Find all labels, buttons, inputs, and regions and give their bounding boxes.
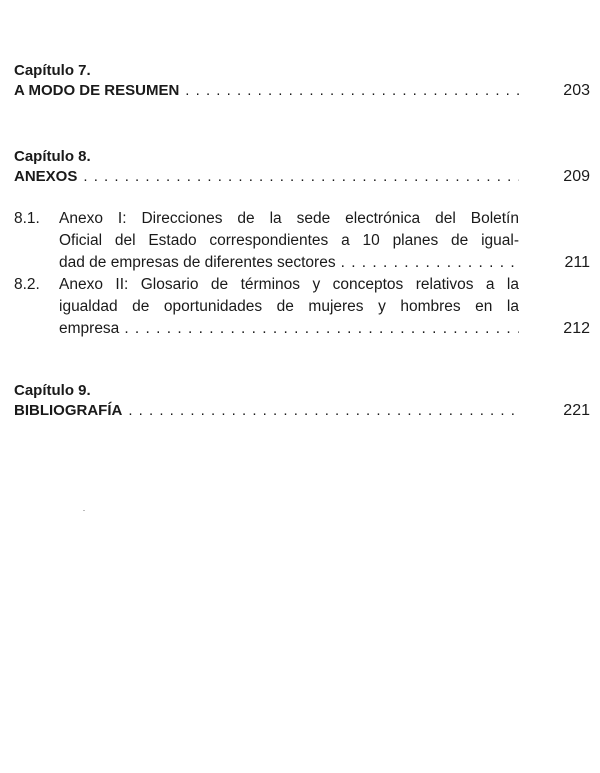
dot-leader [341,252,519,274]
page-number: 209 [563,168,590,185]
chapter-label: Capítulo 7. [14,62,91,79]
subsection-text-end: dad de empresas de diferentes sectores [59,254,336,271]
toc-entry[interactable] [14,400,590,422]
subsection-number: 8.2. [14,276,40,293]
page-number: 221 [563,402,590,419]
subsection-text-line: Oficial del Estado correspondientes a 10 planes de igual- [59,232,519,249]
chapter-title: BIBLIOGRAFÍA [14,402,123,419]
scan-speck [83,510,85,511]
page-number: 203 [563,82,590,99]
dot-leader [83,166,519,188]
dot-leader [185,80,519,102]
chapter-label: Capítulo 9. [14,382,91,399]
chapter-label: Capítulo 8. [14,148,91,165]
subsection-text-line [59,252,519,274]
toc-chapter-9 [14,382,590,422]
subsection-text-line: Anexo I: Direcciones de la sede electrónica del Boletín [59,210,519,227]
page-number: 211 [564,254,590,271]
subsection-text-line [59,318,519,340]
chapter-title: ANEXOS [14,168,78,185]
page-number: 212 [563,320,590,337]
subsection-number: 8.1. [14,210,40,227]
dot-leader [124,318,519,340]
dot-leader [128,400,519,422]
toc-chapter-8 [14,148,590,188]
subsection-text-end: empresa [59,320,120,337]
toc-chapter-7 [14,62,590,102]
subsection-text-line: Anexo II: Glosario de términos y conceptos relativos a la [59,276,519,293]
toc-entry[interactable] [14,80,590,102]
toc-entry[interactable] [14,166,590,188]
chapter-title: A MODO DE RESUMEN [14,82,180,99]
subsection-text-line: igualdad de oportunidades de mujeres y hombres en la [59,298,519,315]
